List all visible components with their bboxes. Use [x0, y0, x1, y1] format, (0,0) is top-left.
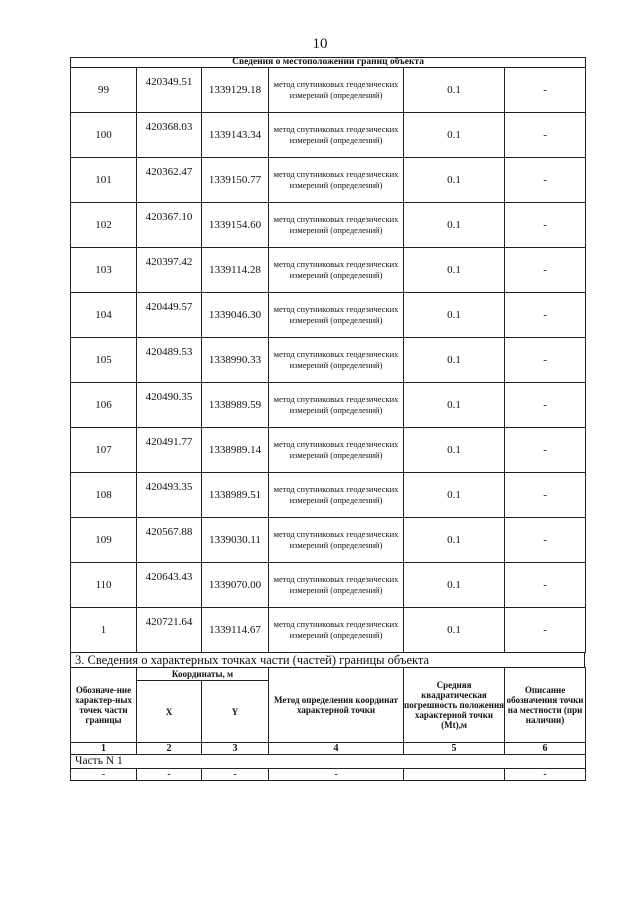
- cell-x: 420721.64: [137, 608, 202, 653]
- cell-method: метод спутниковых геодезических измерений (определений): [269, 428, 404, 473]
- cell-description: -: [505, 383, 586, 428]
- cell-description: -: [505, 473, 586, 518]
- cell-x: 420449.57: [137, 293, 202, 338]
- cell-accuracy: 0.1: [404, 383, 505, 428]
- cell-description: -: [505, 518, 586, 563]
- document-body: [70, 57, 585, 781]
- cell-accuracy: 0.1: [404, 293, 505, 338]
- part-points-table: [70, 667, 586, 781]
- page-number: 10: [312, 36, 328, 52]
- cell-description: -: [505, 769, 586, 781]
- cell-point: 100: [71, 113, 137, 158]
- cell-description: -: [505, 608, 586, 653]
- cell-x: -: [137, 769, 202, 781]
- table-title: Сведения о местоположении границ объекта: [71, 58, 586, 68]
- cell-x: 420397.42: [137, 248, 202, 293]
- table-row: [71, 68, 586, 113]
- cell-y: 1338989.14: [202, 428, 269, 473]
- cell-y: 1339154.60: [202, 203, 269, 248]
- column-number: 5: [404, 743, 505, 755]
- cell-y: 1339030.11: [202, 518, 269, 563]
- header-designation: Обозначе-ние характер-ных точек части границы: [71, 668, 137, 743]
- cell-point: 99: [71, 68, 137, 113]
- cell-y: 1339114.67: [202, 608, 269, 653]
- cell-description: -: [505, 158, 586, 203]
- table-row: [71, 473, 586, 518]
- cell-x: 420643.43: [137, 563, 202, 608]
- cell-accuracy: 0.1: [404, 158, 505, 203]
- cell-description: -: [505, 563, 586, 608]
- cell-x: 420362.47: [137, 158, 202, 203]
- cell-y: 1339046.30: [202, 293, 269, 338]
- header-method: Метод определения координат характерной точки: [269, 668, 404, 743]
- table-row: [71, 338, 586, 383]
- table-row: [71, 428, 586, 473]
- cell-point: 106: [71, 383, 137, 428]
- cell-y: 1338989.59: [202, 383, 269, 428]
- cell-point: 108: [71, 473, 137, 518]
- cell-accuracy: [404, 769, 505, 781]
- cell-description: -: [505, 338, 586, 383]
- table-row: [71, 248, 586, 293]
- table-row: [71, 608, 586, 653]
- cell-accuracy: 0.1: [404, 518, 505, 563]
- cell-description: -: [505, 203, 586, 248]
- cell-method: -: [269, 769, 404, 781]
- cell-point: 101: [71, 158, 137, 203]
- cell-description: -: [505, 248, 586, 293]
- cell-y: 1339150.77: [202, 158, 269, 203]
- cell-x: 420491.77: [137, 428, 202, 473]
- cell-method: метод спутниковых геодезических измерений (определений): [269, 158, 404, 203]
- cell-method: метод спутниковых геодезических измерений (определений): [269, 473, 404, 518]
- table-row: [71, 293, 586, 338]
- cell-point: 1: [71, 608, 137, 653]
- cell-y: -: [202, 769, 269, 781]
- cell-point: 105: [71, 338, 137, 383]
- part-label: Часть N 1: [71, 755, 586, 769]
- column-number: 3: [202, 743, 269, 755]
- header-description: Описание обозначения точки на местности (при наличии): [505, 668, 586, 743]
- section-3-title: 3. Сведения о характерных точках части (частей) границы объекта: [70, 653, 585, 667]
- table-row: [71, 769, 586, 781]
- cell-method: метод спутниковых геодезических измерений (определений): [269, 68, 404, 113]
- cell-x: 420489.53: [137, 338, 202, 383]
- cell-description: -: [505, 293, 586, 338]
- cell-method: метод спутниковых геодезических измерений (определений): [269, 248, 404, 293]
- cell-accuracy: 0.1: [404, 113, 505, 158]
- cell-method: метод спутниковых геодезических измерений (определений): [269, 608, 404, 653]
- header-y: Y: [202, 681, 269, 743]
- cell-method: метод спутниковых геодезических измерений (определений): [269, 383, 404, 428]
- cell-point: 109: [71, 518, 137, 563]
- cell-point: 102: [71, 203, 137, 248]
- cell-accuracy: 0.1: [404, 248, 505, 293]
- cell-y: 1338989.51: [202, 473, 269, 518]
- cell-method: метод спутниковых геодезических измерений (определений): [269, 563, 404, 608]
- cell-method: метод спутниковых геодезических измерений (определений): [269, 338, 404, 383]
- column-number: 2: [137, 743, 202, 755]
- table-row: [71, 203, 586, 248]
- cell-accuracy: 0.1: [404, 608, 505, 653]
- table-row: [71, 563, 586, 608]
- column-number: 4: [269, 743, 404, 755]
- cell-method: метод спутниковых геодезических измерений (определений): [269, 203, 404, 248]
- cell-y: 1339143.34: [202, 113, 269, 158]
- cell-description: -: [505, 113, 586, 158]
- cell-designation: -: [71, 769, 137, 781]
- cell-x: 420490.35: [137, 383, 202, 428]
- cell-accuracy: 0.1: [404, 203, 505, 248]
- cell-x: 420367.10: [137, 203, 202, 248]
- cell-accuracy: 0.1: [404, 428, 505, 473]
- cell-accuracy: 0.1: [404, 338, 505, 383]
- boundary-points-table: [70, 57, 586, 653]
- cell-method: метод спутниковых геодезических измерений (определений): [269, 113, 404, 158]
- cell-y: 1339070.00: [202, 563, 269, 608]
- cell-x: 420493.35: [137, 473, 202, 518]
- cell-point: 104: [71, 293, 137, 338]
- column-number: 1: [71, 743, 137, 755]
- cell-x: 420368.03: [137, 113, 202, 158]
- cell-method: метод спутниковых геодезических измерений (определений): [269, 518, 404, 563]
- cell-accuracy: 0.1: [404, 68, 505, 113]
- cell-accuracy: 0.1: [404, 563, 505, 608]
- cell-description: -: [505, 68, 586, 113]
- cell-point: 107: [71, 428, 137, 473]
- table-header-row: [71, 58, 586, 68]
- header-accuracy: Средняя квадратическая погрешность положения характерной точки (Мt),м: [404, 668, 505, 743]
- cell-point: 103: [71, 248, 137, 293]
- header-x: X: [137, 681, 202, 743]
- column-number: 6: [505, 743, 586, 755]
- table-row: [71, 383, 586, 428]
- table-row: [71, 158, 586, 203]
- cell-x: 420349.51: [137, 68, 202, 113]
- cell-y: 1338990.33: [202, 338, 269, 383]
- part-label-row: [71, 755, 586, 769]
- cell-y: 1339114.28: [202, 248, 269, 293]
- cell-y: 1339129.18: [202, 68, 269, 113]
- table-row: [71, 518, 586, 563]
- cell-description: -: [505, 428, 586, 473]
- table-row: [71, 113, 586, 158]
- header-coordinates: Координаты, м: [137, 668, 269, 681]
- column-number-row: [71, 743, 586, 755]
- cell-accuracy: 0.1: [404, 473, 505, 518]
- cell-x: 420567.88: [137, 518, 202, 563]
- cell-method: метод спутниковых геодезических измерений (определений): [269, 293, 404, 338]
- cell-point: 110: [71, 563, 137, 608]
